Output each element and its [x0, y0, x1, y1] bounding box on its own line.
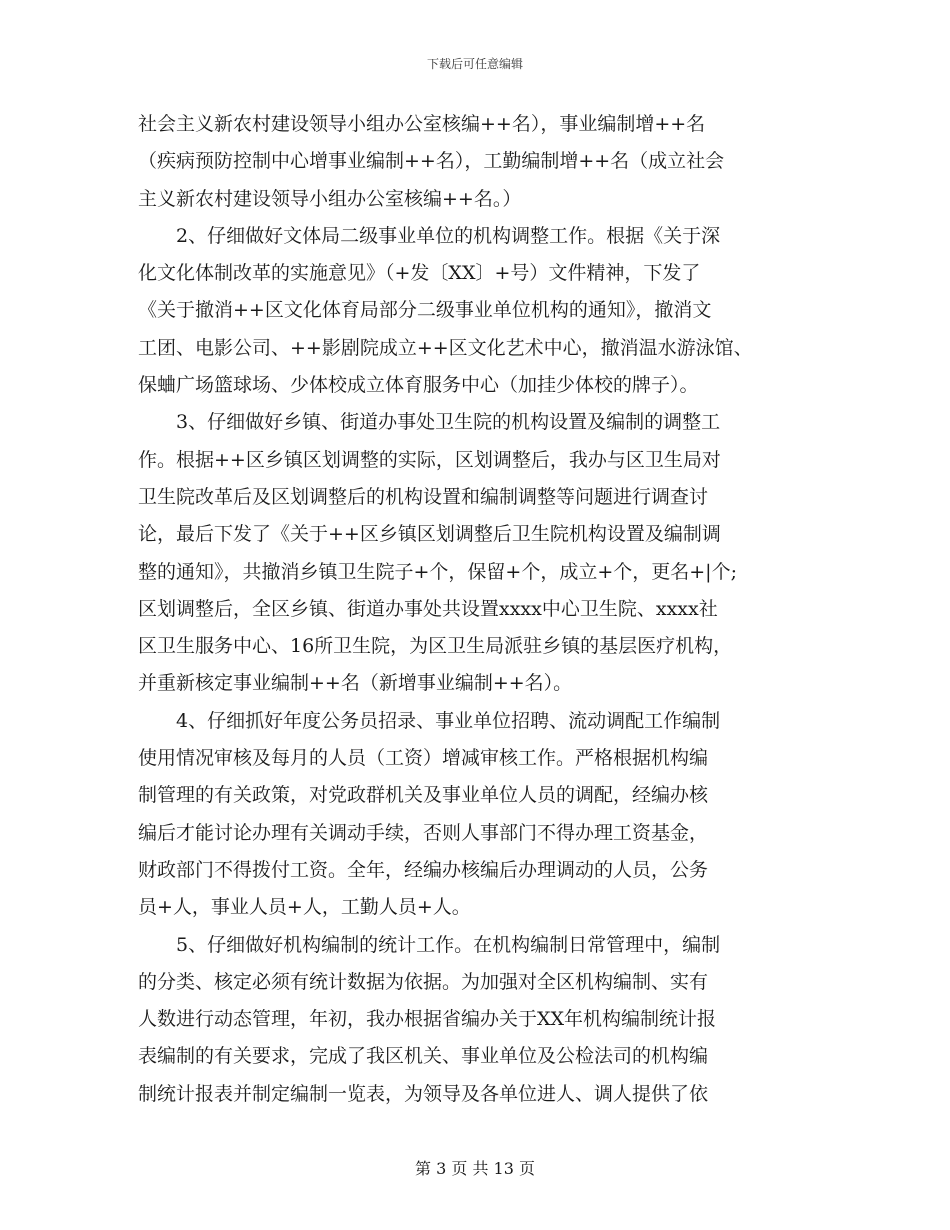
text-line: 区卫生服务中心、16所卫生院，为区卫生局派驻乡镇的基层医疗机构， [138, 635, 733, 658]
text-line: 5、仔细做好机构编制的统计工作。在机构编制日常管理中，编制 [176, 933, 721, 956]
document-body [138, 106, 818, 1113]
text-line: 卫生院改革后及区划调整后的机构设置和编制调整等问题进行调查讨 [138, 485, 709, 508]
text-line: 区划调整后，全区乡镇、街道办事处共设置xxxx中心卫生院、xxxx社 [138, 597, 718, 620]
text-line: 《关于撤消++区文化体育局部分二级事业单位机构的通知》，撤消文 [138, 299, 712, 322]
text-line: 工团、电影公司、++影剧院成立++区文化艺术中心，撤消温水游泳馆、 [138, 336, 753, 359]
text-line: 财政部门不得拨付工资。全年，经编办核编后办理调动的人员，公务 [138, 858, 709, 881]
text-line: 制统计报表并制定编制一览表，为领导及各单位进人、调人提供了依 [138, 1082, 709, 1105]
text-line: 表编制的有关要求，完成了我区机关、事业单位及公检法司的机构编 [138, 1045, 709, 1068]
text-line: 的分类、核定必须有统计数据为依据。为加强对全区机构编制、实有 [138, 970, 709, 993]
text-line: 4、仔细抓好年度公务员招录、事业单位招聘、流动调配工作编制 [176, 709, 721, 732]
text-line: 编后才能讨论办理有关调动手续，否则人事部门不得办理工资基金， [138, 821, 709, 844]
page-header-note: 下载后可任意编辑 [426, 57, 523, 71]
text-line: 保蛐广场篮球场、少体校成立体育服务中心（加挂少体校的牌子）。 [138, 374, 699, 397]
text-line: 2、仔细做好文体局二级事业单位的机构调整工作。根据《关于深 [176, 224, 721, 247]
text-line: 员+人，事业人员+人，工勤人员+人。 [138, 896, 471, 919]
text-line: 使用情况审核及每月的人员（工资）增减审核工作。严格根据机构编 [138, 747, 709, 770]
text-line: 社会主义新农村建设领导小组办公室核编++名），事业编制增++名 [138, 113, 706, 135]
text-line: 化文化体制改革的实施意见》（+发〔XX〕+号）文件精神，下发了 [138, 262, 701, 285]
text-line: 人数进行动态管理，年初，我办根据省编办关于XX年机构编制统计报 [138, 1008, 717, 1031]
text-line: 论，最后下发了《关于++区乡镇区划调整后卫生院机构设置及编制调 [138, 523, 721, 546]
text-line: 主义新农村建设领导小组办公室核编++名。） [138, 187, 522, 210]
text-line: 并重新核定事业编制++名（新增事业编制++名）。 [138, 672, 573, 695]
text-line: 制管理的有关政策，对党政群机关及事业单位人员的调配，经编办核 [138, 784, 709, 807]
page-footer: 第 3 页 共 13 页 [415, 1159, 535, 1178]
text-line: 作。根据++区乡镇区划调整的实际，区划调整后，我办与区卫生局对 [138, 448, 721, 471]
text-line: 整的通知》，共撤消乡镇卫生院子+个，保留+个，成立+个，更名+|个; [138, 560, 737, 583]
text-line: （疾病预防控制中心增事业编制++名），工勤编制增++名（成立社会 [138, 150, 725, 173]
text-line: 3、仔细做好乡镇、街道办事处卫生院的机构设置及编制的调整工 [176, 411, 721, 434]
